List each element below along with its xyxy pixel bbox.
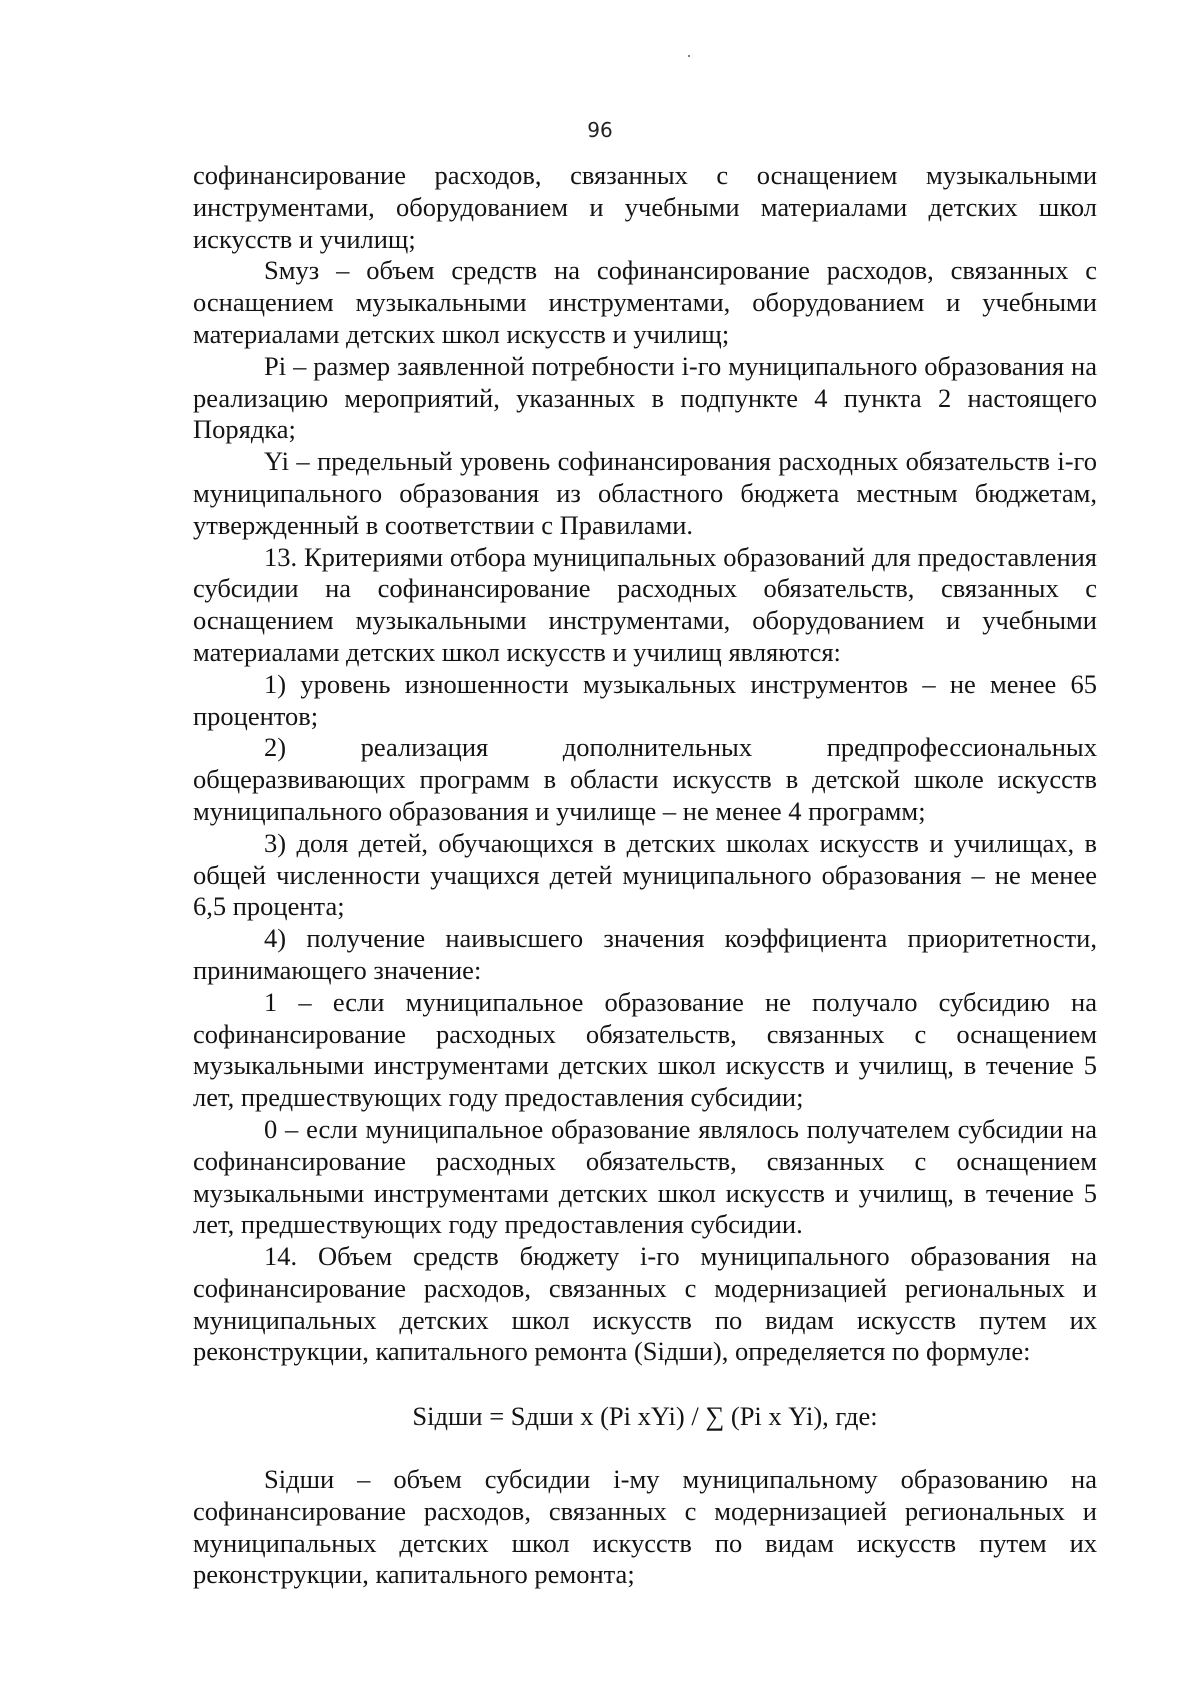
criterion-3: 3) доля детей, обучающихся в детских школах искусств и училищах, в общей численности учащихся детей муниципального образования – не менее 6,5 процента; <box>193 827 1097 922</box>
document-body <box>193 160 1097 1591</box>
clause-14: 14. Объем средств бюджету i-го муниципального образования на софинансирование расходов, связанных с модернизацией региональных и муниципальных детских школ искусств по видам искусств путем их реконструкции, капитального ремонта (Siдши), определяется по формуле: <box>193 1241 1097 1367</box>
coefficient-value-0: 0 – если муниципальное образование являлось получателем субсидии на софинансирование расходных обязательств, связанных с оснащением музыкальными инструментами детских школ искусств и училищ, в течение 5 лет, предшествующих году предоставления субсидии. <box>193 1113 1097 1240</box>
definition-sidshi: Siдши – объем субсидии i-му муниципальному образованию на софинансирование расходов, связанных с модернизацией региональных и муниципальных детских школ искусств по видам искусств путем их реконструкции, капитального ремонта; <box>193 1464 1097 1590</box>
scan-speck <box>688 55 690 57</box>
formula: Siдши = Sдши х (Pi хYi) / ∑ (Pi х Yi), где: <box>412 1401 878 1432</box>
criterion-4: 4) получение наивысшего значения коэффициента приоритетности, принимающего значение: <box>193 923 1097 985</box>
definition-smuz: Sмуз – объем средств на софинансирование расходов, связанных с оснащением музыкальными инструментами, оборудованием и учебными материалами детских школ искусств и училищ; <box>193 255 1097 349</box>
clause-13: 13. Критериями отбора муниципальных образований для предоставления субсидии на софинансирование расходных обязательств, связанных с оснащением музыкальными инструментами, оборудованием и учебными материалами детских школ искусств и училищ являются: <box>193 541 1097 667</box>
paragraph-continuation: софинансирование расходов, связанных с оснащением музыкальными инструментами, оборудованием и учебными материалами детских школ искусств и училищ; <box>193 160 1097 254</box>
definition-yi: Yi – предельный уровень софинансирования расходных обязательств i-го муниципального образования из областного бюджета местным бюджетам, утвержденный в соответствии с Правилами. <box>193 446 1097 540</box>
definition-pi: Pi – размер заявленной потребности i-го муниципального образования на реализацию мероприятий, указанных в подпункте 4 пункта 2 настоящего Порядка; <box>193 350 1097 445</box>
criterion-1: 1) уровень изношенности музыкальных инструментов – не менее 65 процентов; <box>193 668 1097 731</box>
page-number: 96 <box>587 118 613 142</box>
coefficient-value-1: 1 – если муниципальное образование не получало субсидию на софинансирование расходных обязательств, связанных с оснащением музыкальными инструментами детских школ искусств и училищ, в течение 5 лет, предшествующих году предоставления субсидии; <box>193 986 1097 1113</box>
criterion-2: 2) реализация дополнительных предпрофессиональных общеразвивающих программ в области искусств в детской школе искусств муниципального образования и училище – не менее 4 программ; <box>193 732 1097 826</box>
